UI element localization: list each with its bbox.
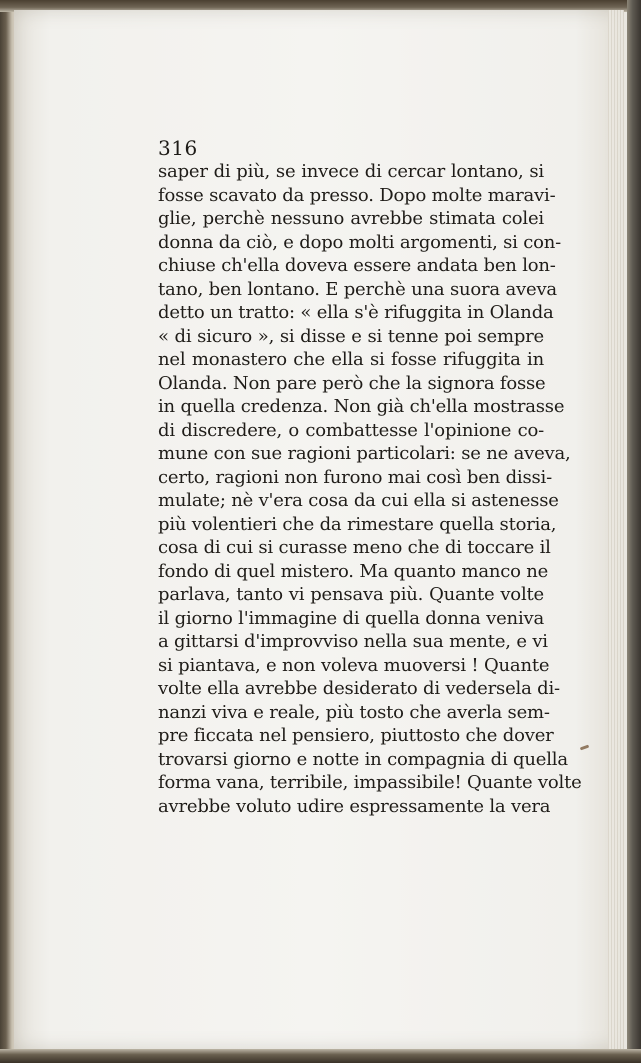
- text-line: cosa di cui si curasse meno che di toccare il: [158, 537, 551, 558]
- text-line: mune con sue ragioni particolari: se ne aveva,: [158, 443, 571, 464]
- text-line: nanzi viva e reale, più tosto che averla sem-: [158, 701, 550, 723]
- text-line: pre ficcata nel pensiero, piuttosto che dover: [158, 725, 554, 746]
- text-line: « di sicuro », si disse e si tenne poi sempre: [158, 325, 544, 347]
- book-bottom-edge: [0, 1049, 641, 1063]
- text-line: certo, ragioni non furono mai così ben dissi-: [158, 466, 552, 488]
- page-edge-texture: [608, 10, 624, 1050]
- text-line: donna da ciò, e dopo molti argomenti, si con-: [158, 231, 562, 253]
- body-text: [158, 160, 582, 818]
- text-line: il giorno l'immagine di quella donna veniva: [158, 607, 544, 629]
- text-line: trovarsi giorno e notte in compagnia di quella: [158, 748, 568, 770]
- text-line: glie, perchè nessuno avrebbe stimata colei: [158, 208, 544, 229]
- text-line: in quella credenza. Non già ch'ella mostrasse: [158, 396, 565, 417]
- text-line: mulate; nè v'era cosa da cui ella si astenesse: [158, 490, 559, 511]
- text-line: fondo di quel mistero. Ma quanto manco ne: [158, 560, 549, 582]
- text-line: Olanda. Non pare però che la signora fosse: [158, 372, 546, 394]
- text-line: si piantava, e non voleva muoversi ! Quante: [158, 654, 550, 676]
- text-line: detto un tratto: « ella s'è rifuggita in Olanda: [158, 302, 554, 323]
- text-line: avrebbe voluto udire espressamente la vera: [158, 795, 551, 817]
- text-line: tano, ben lontano. E perchè una suora aveva: [158, 278, 557, 300]
- text-line: nel monastero che ella si fosse rifuggita in: [158, 349, 544, 370]
- text-line: fosse scavato da presso. Dopo molte maravi-: [158, 184, 556, 206]
- book-cover-edge: [627, 0, 641, 1063]
- text-line: volte ella avrebbe desiderato di vedersela di-: [158, 678, 560, 699]
- text-line: più volentieri che da rimestare quella storia,: [158, 513, 557, 535]
- text-line: chiuse ch'ella doveva essere andata ben lon-: [158, 255, 556, 276]
- text-line: saper di più, se invece di cercar lontano, si: [158, 161, 544, 182]
- page-number: 316: [158, 136, 198, 160]
- text-line: parlava, tanto vi pensava più. Quante volte: [158, 584, 544, 605]
- text-line: forma vana, terribile, impassibile! Quante volte: [158, 772, 582, 793]
- text-line: a gittarsi d'improvviso nella sua mente, e vi: [158, 631, 548, 652]
- text-line: di discredere, o combattesse l'opinione co-: [158, 419, 544, 441]
